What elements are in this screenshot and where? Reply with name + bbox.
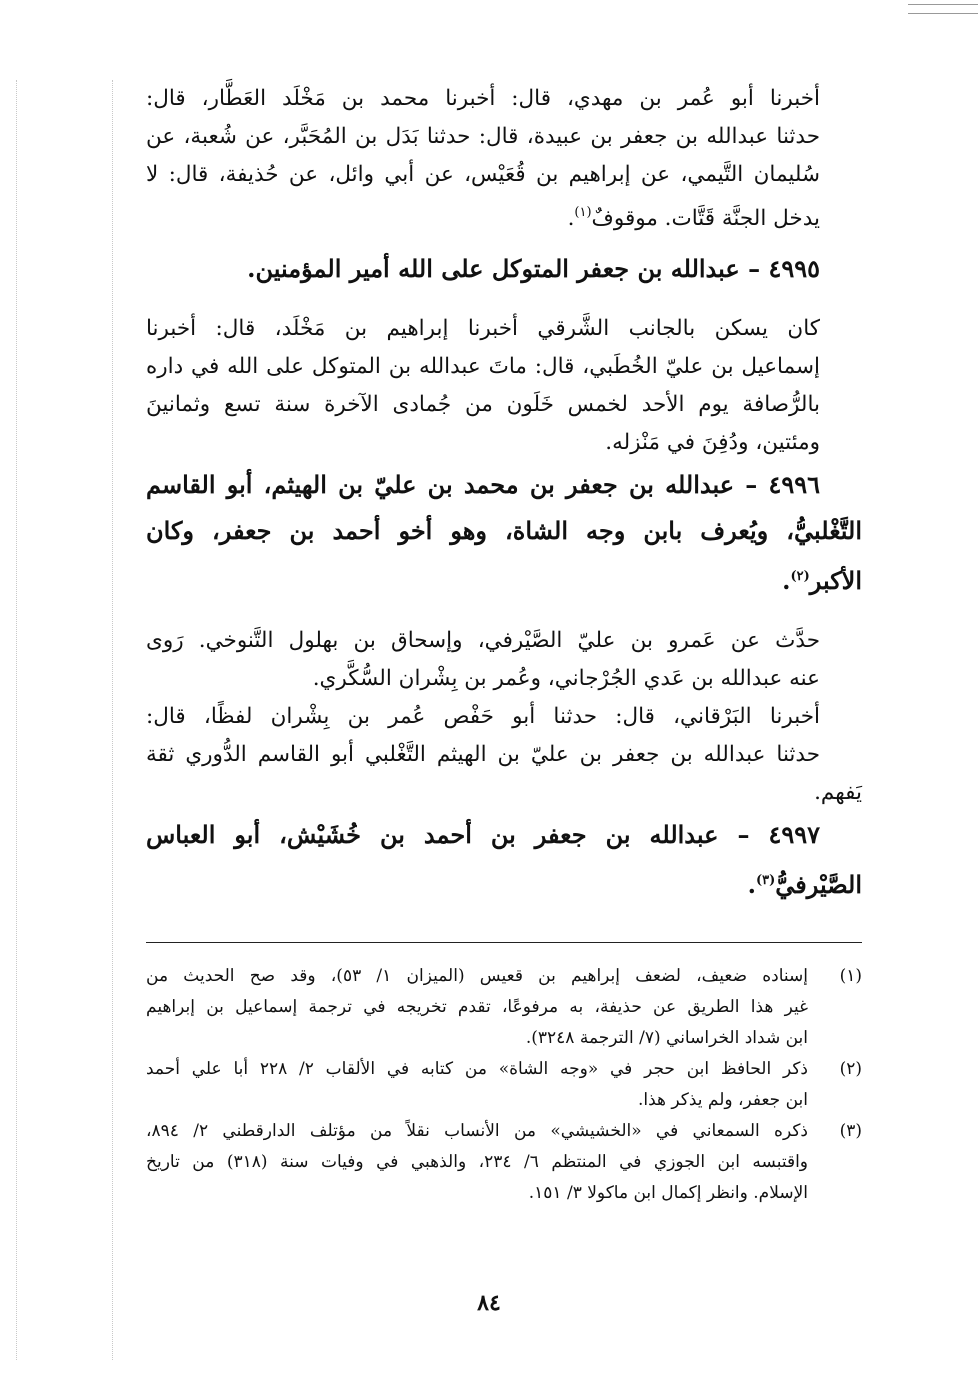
text-line: حدثنا عبدالله بن جعفر بن عليّ بن الهيثم التَّغْلبي أبو القاسم الدُّوري ثقة يَفهم. (146, 742, 862, 805)
entry-heading-4995 (146, 246, 862, 292)
footnote-number: (٢) (839, 1059, 862, 1079)
text-line: إسماعيل بن عليّ الخُطَبي، قال: ماتَ عبدالله بن المتوكل على الله في داره (146, 354, 820, 379)
heading-line: ٤٩٩٧ – عبدالله بن جعفر بن أحمد بن خُشَيْش، أبو العباس (146, 820, 820, 849)
page-body (146, 80, 862, 1209)
entry-heading-4997 (146, 812, 862, 908)
heading-tail: . (782, 566, 791, 595)
text-fragment: يدخل الجنَّة قَتَّات. موقوفٌ (591, 206, 820, 231)
footnote-text (146, 1054, 808, 1116)
heading-line-last (146, 858, 862, 908)
footnote-line: الإسلام. وانظر إكمال ابن ماكولا ٣/ ١٥١. (528, 1183, 808, 1203)
footnote-1 (146, 961, 862, 1054)
footnote-line: ابن شداد الخراساني (٧/ الترجمة ٣٢٤٨). (525, 1028, 808, 1048)
heading-line-last (146, 554, 862, 604)
text-line: ومئتين، ودُفِنَ في مَنْزله. (605, 430, 820, 455)
heading-line: ٤٩٩٥ – عبدالله بن جعفر المتوكل على الله أمير المؤمنين. (247, 254, 820, 283)
footnote-text (146, 1116, 808, 1209)
footnote-3 (146, 1116, 862, 1209)
entry-4995-text (146, 310, 862, 462)
footnote-ref-1[interactable]: (١) (574, 205, 592, 220)
footnote-line: ذكره السمعاني في «الخشيشي» من الأنساب نقلاً من مؤتلف الدارقطني ٢/ ٨٩٤، (146, 1121, 808, 1141)
heading-line: ٤٩٩٦ – عبدالله بن جعفر بن محمد بن عليّ بن الهيثم، أبو القاسم (146, 470, 820, 499)
heading-tail: . (747, 870, 756, 899)
footnote-number: (٣) (839, 1121, 862, 1141)
heading-line: التَّغْلبيُّ، ويُعرف بابن وجه الشاة، وهو أخو أحمد بن جعفر، وكان (146, 516, 862, 545)
text-line: عنه عبدالله بن عَدي الجُرْجاني، وعُمر بن بِشْران السُّكَّري. (312, 666, 820, 691)
scan-edge-inner (112, 80, 113, 1360)
text-line-last (146, 194, 862, 238)
entry-prev-text (146, 80, 862, 238)
text-line: كان يسكن بالجانب الشَّرقي أخبرنا إبراهيم بن مَخْلَد، قال: أخبرنا (146, 316, 820, 341)
heading-fragment: الأكبر (809, 566, 862, 595)
footnote-separator (146, 942, 862, 943)
text-line: حدَّث عن عَمرو بن عليّ الصَّيْرفي، وإسحاق بن بهلول التَّنوخي. رَوى (146, 628, 820, 653)
scan-edge-left (16, 80, 17, 1360)
footnote-ref-2[interactable]: (٢) (790, 569, 810, 584)
heading-fragment: الصَّيْرفيُّ (775, 870, 862, 899)
footnote-2 (146, 1054, 862, 1116)
corner-rule-second (908, 13, 978, 14)
entry-heading-4996 (146, 462, 862, 604)
footnote-line: ذكر الحافظ ابن حجر في «وجه الشاة» من كتابه في الألقاب ٢/ ٢٢٨ أبا علي أحمد (146, 1059, 808, 1079)
footnote-line: ابن جعفر، ولم يذكر هذا. (637, 1090, 808, 1110)
text-line: حدثنا عبدالله بن جعفر بن عبيدة، قال: حدثنا بَدَل بن المُحَبَّر، عن شُعبة، عن (146, 124, 820, 149)
footnote-line: غير هذا الطريق عن حذيفة، به مرفوعًا، تقدم تخريجه في ترجمة إسماعيل بن إبراهيم (146, 997, 808, 1017)
entry-4996-text-b (146, 698, 862, 812)
text-line: أخبرنا أبو عُمر بن مهدي، قال: أخبرنا محمد بن مَخْلَد العَطَّار، قال: (146, 86, 820, 111)
footnote-text (146, 961, 808, 1054)
footnote-number: (١) (839, 966, 862, 986)
corner-rule-top (908, 4, 978, 5)
page-number: ٨٤ (477, 1290, 501, 1316)
entry-4996-text-a (146, 622, 862, 698)
text-tail: . (567, 206, 575, 231)
footnote-line: إسناده ضعيف، لضعف إبراهيم بن قعيس (الميزان ١/ ٥٣)، وقد صح الحديث من (146, 966, 808, 986)
footnote-ref-3[interactable]: (٣) (755, 873, 776, 888)
text-line: أخبرنا البَرْقاني، قال: حدثنا أبو حَفْص عُمر بن بِشْران لفظًا، قال: (146, 704, 820, 729)
footnote-line: واقتبسه ابن الجوزي في المنتظم ٦/ ٢٣٤، والذهبي في وفيات سنة (٣١٨) من تاريخ (146, 1152, 809, 1172)
text-line: بالرُّصافة يوم الأحد لخمس خَلَون من جُمادى الآخرة سنة تسع وثمانينَ (146, 392, 820, 417)
text-line: سُليمان التَّيمي، عن إبراهيم بن قُعَيْس، عن أبي وائل، عن حُذيفة، قال: لا (146, 162, 820, 187)
